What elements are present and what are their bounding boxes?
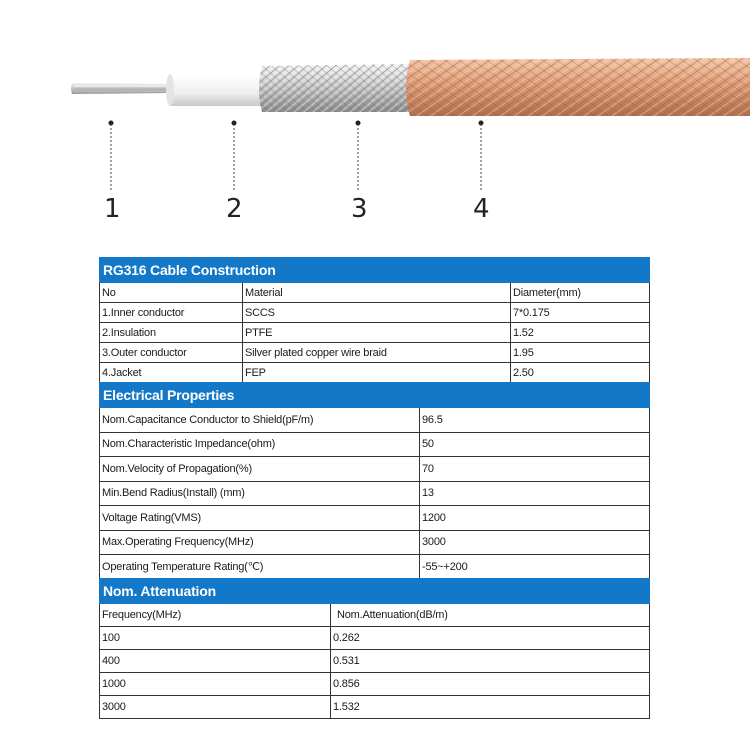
cell-diameter: 1.52 [511,323,650,343]
table-row [100,530,650,555]
property-label: Operating Temperature Rating(℃) [100,555,420,580]
cell-material: FEP [243,363,511,383]
col-header-frequency: Frequency(MHz) [100,604,331,627]
attenuation-column-headers [100,604,650,627]
electrical-table [99,382,650,580]
cell-diameter: 1.95 [511,343,650,363]
callout-1: 1 [104,194,121,224]
property-value: 13 [420,481,650,506]
cell-no: 1.Inner conductor [100,303,243,323]
col-header-no: No [100,283,243,303]
table-row [100,481,650,506]
cell-no: 2.Insulation [100,323,243,343]
table-row [100,343,650,363]
table-row [100,650,650,673]
property-value: 1200 [420,506,650,531]
table-row [100,673,650,696]
attenuation-header-row [100,579,650,604]
cell-material: PTFE [243,323,511,343]
cell-diameter: 2.50 [511,363,650,383]
property-value: 50 [420,432,650,457]
cell-diameter: 7*0.175 [511,303,650,323]
electrical-title: Electrical Properties [100,383,650,408]
table-row [100,555,650,580]
cell-frequency: 100 [100,627,331,650]
construction-title: RG316 Cable Construction [100,258,650,283]
cell-no: 4.Jacket [100,363,243,383]
cell-attenuation: 0.262 [331,627,650,650]
callout-2: 2 [226,194,243,224]
table-row [100,627,650,650]
property-value: 96.5 [420,408,650,433]
property-label: Nom.Velocity of Propagation(%) [100,457,420,482]
insulation [166,74,264,106]
property-label: Nom.Capacitance Conductor to Shield(pF/m) [100,408,420,433]
electrical-header-row [100,383,650,408]
property-value: 3000 [420,530,650,555]
table-row [100,432,650,457]
attenuation-table [99,578,650,719]
table-row [100,363,650,383]
callout-4: 4 [473,194,490,224]
table-row [100,696,650,719]
copper-jacket [406,58,750,116]
cell-material: SCCS [243,303,511,323]
callout-leaders [109,121,484,191]
cell-attenuation: 0.856 [331,673,650,696]
table-row [100,303,650,323]
col-header-diameter: Diameter(mm) [511,283,650,303]
property-label: Min.Bend Radius(Install) (mm) [100,481,420,506]
table-row [100,457,650,482]
table-row [100,506,650,531]
property-value: -55~+200 [420,555,650,580]
callout-3: 3 [351,194,368,224]
cell-frequency: 400 [100,650,331,673]
construction-table [99,257,650,383]
cell-attenuation: 0.531 [331,650,650,673]
inner-conductor [71,83,172,94]
attenuation-title: Nom. Attenuation [100,579,650,604]
cell-frequency: 3000 [100,696,331,719]
table-row [100,323,650,343]
property-value: 70 [420,457,650,482]
property-label: Max.Operating Frequency(MHz) [100,530,420,555]
cell-attenuation: 1.532 [331,696,650,719]
cell-material: Silver plated copper wire braid [243,343,511,363]
property-label: Nom.Characteristic Impedance(ohm) [100,432,420,457]
cell-no: 3.Outer conductor [100,343,243,363]
col-header-attenuation: Nom.Attenuation(dB/m) [331,604,650,627]
silver-braid [259,64,412,112]
property-label: Voltage Rating(VMS) [100,506,420,531]
col-header-material: Material [243,283,511,303]
cell-frequency: 1000 [100,673,331,696]
construction-header-row [100,258,650,283]
table-row [100,408,650,433]
construction-column-headers [100,283,650,303]
